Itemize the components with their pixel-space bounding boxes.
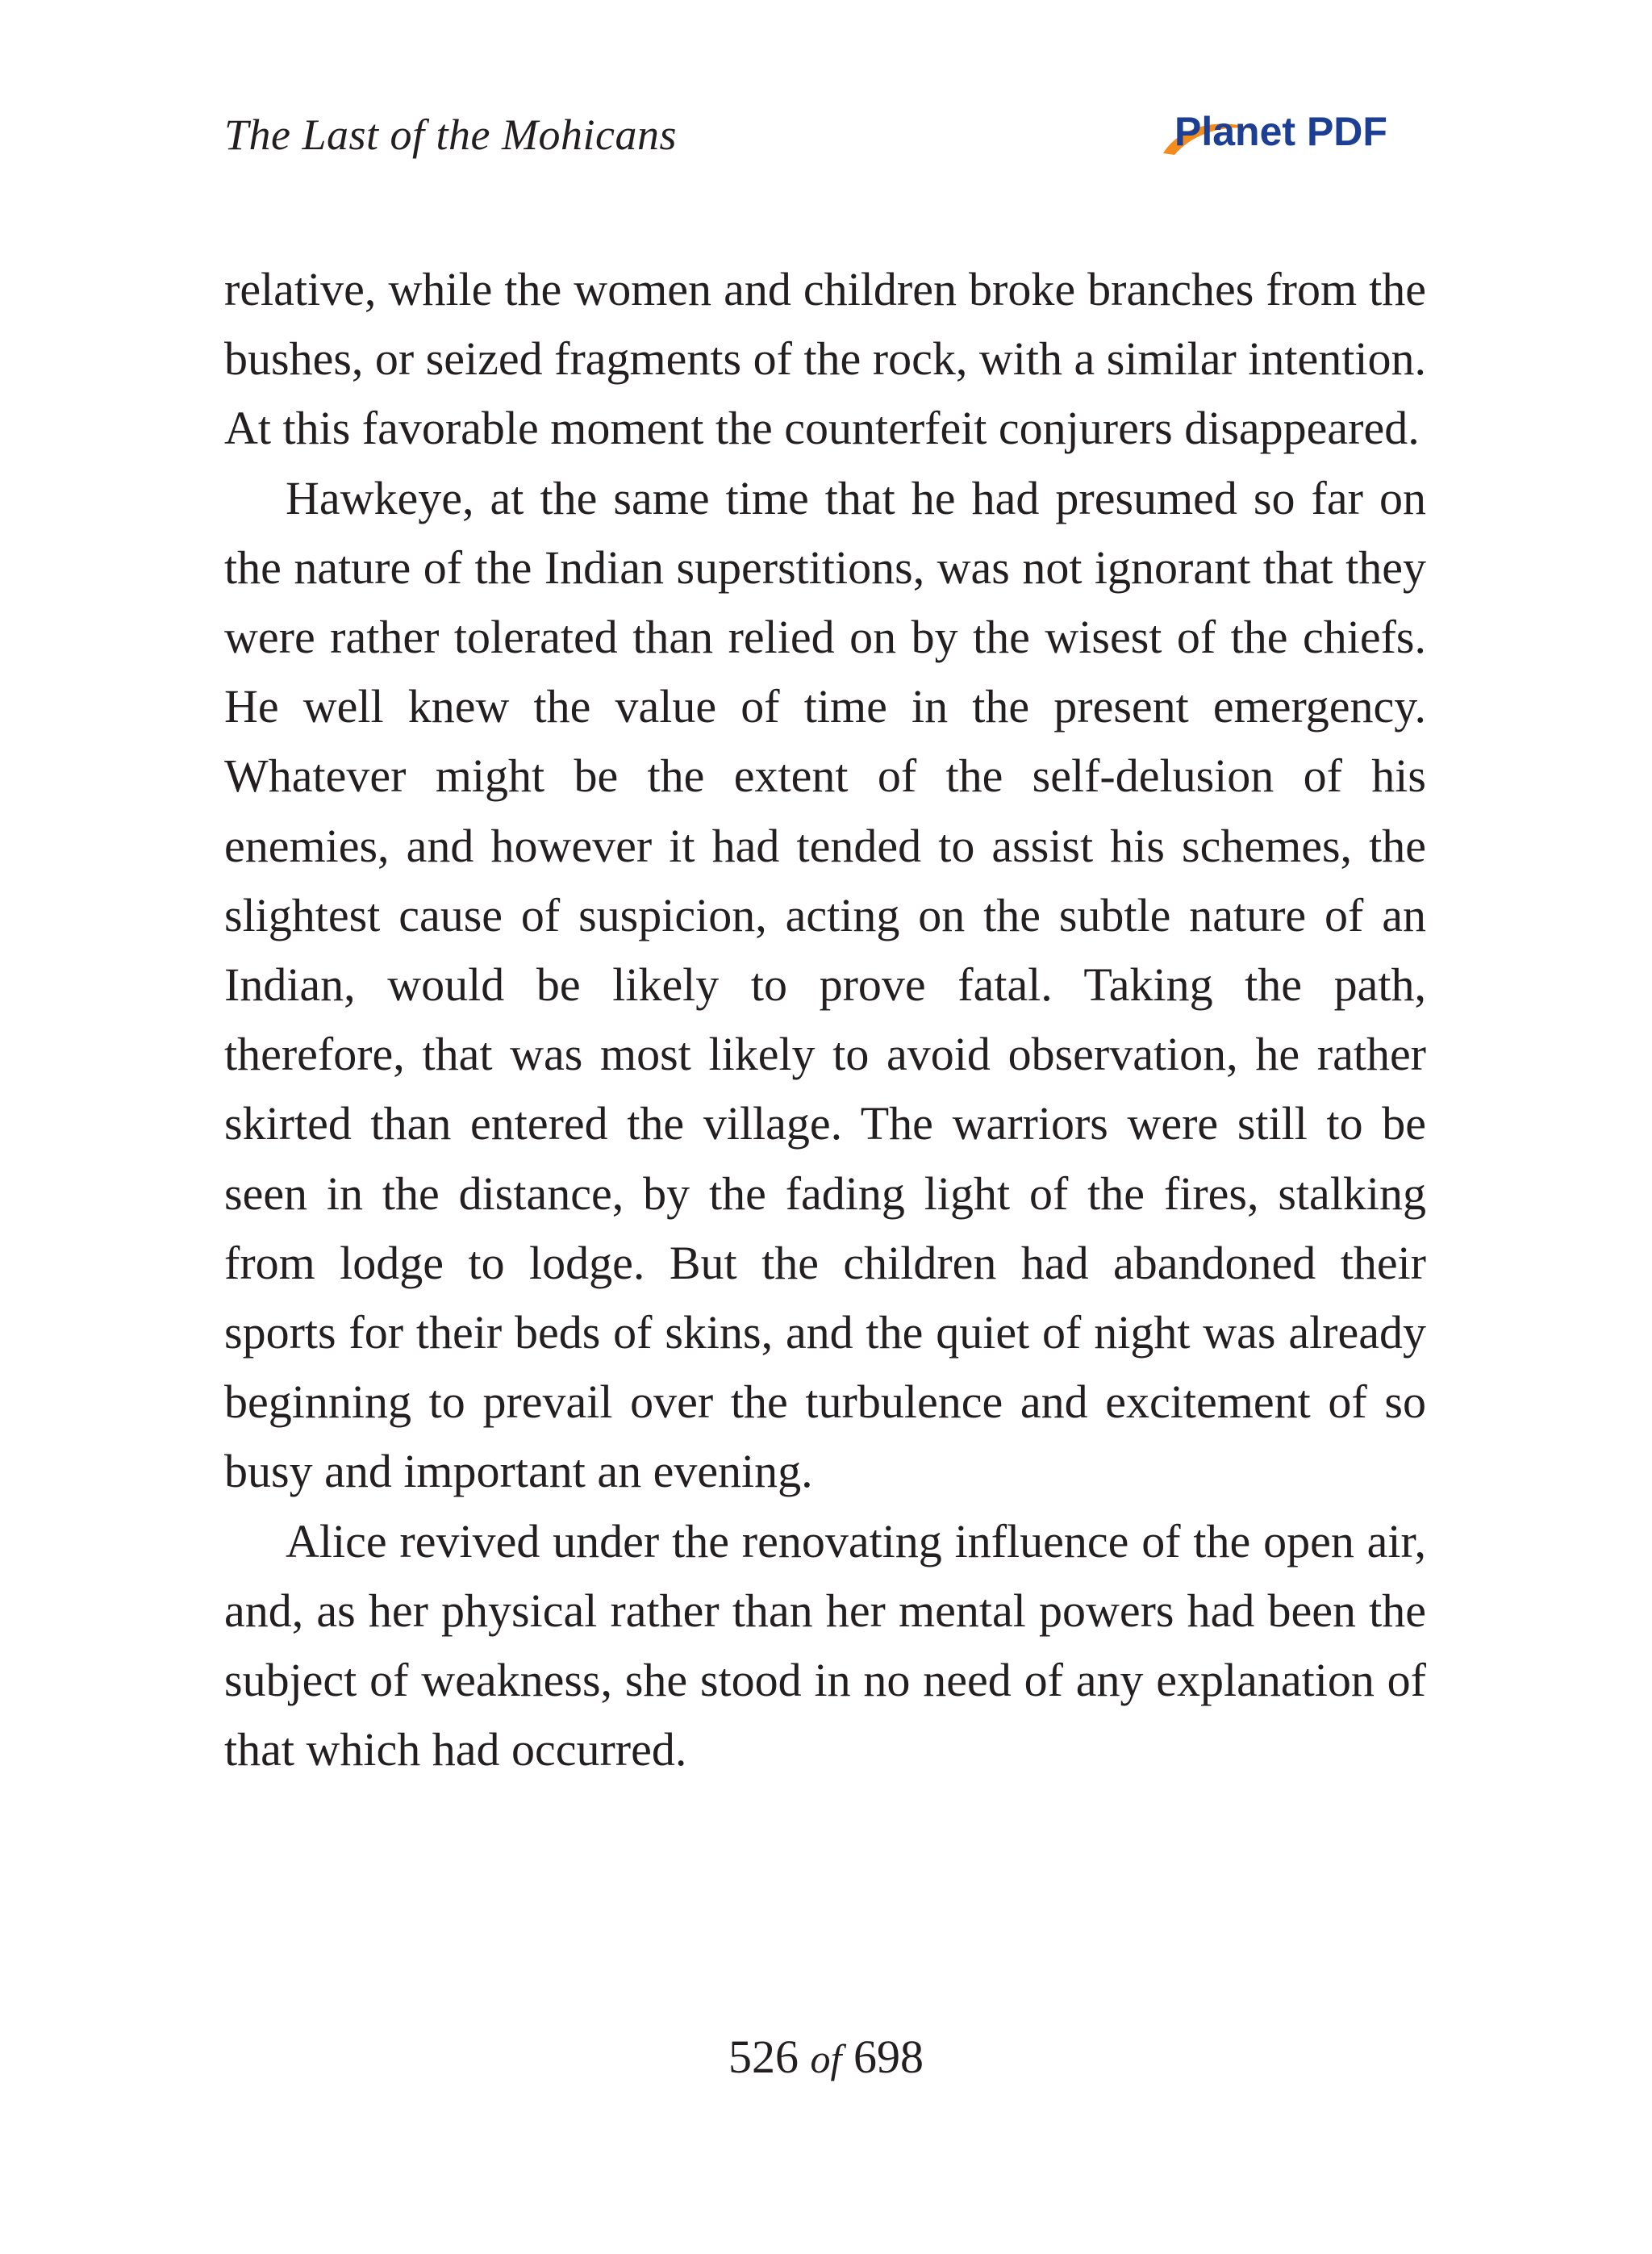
paragraph-alice: Alice revived under the renovating influence of the open air, and, as her physical rather than her mental powers had been the subject of weakness, she stood in no need of any explanation of that which had occurred.	[224, 1514, 1426, 1776]
page-current: 526	[728, 2031, 799, 2083]
paragraph-continuation: relative, while the women and children broke branches from the bushes, or seized fragments of the rock, with a similar intention. At this favorable moment the counterfeit conjurers disappeared.	[224, 263, 1426, 455]
paragraph-hawkeye: Hawkeye, at the same time that he had presumed so far on the nature of the Indian superstitions, was not ignorant that they were rather tolerated than relied on by the wisest of the chiefs. He well knew the value of time in the present emergency. Whatever might be the extent of the self-delusion of his enemies, and however it had tended to assist his schemes, the slightest cause of suspicion, acting on the subtle nature of an Indian, would be likely to prove fatal. Taking the path, therefore, that was most likely to avoid observation, he rather skirted than entered the village. The warriors were still to be seen in the distance, by the fading light of the fires, stalking from lodge to lodge. But the children had abandoned their sports for their beds of skins, and the quiet of night was already beginning to prevail over the turbulence and excitement of so busy and important an evening.	[224, 471, 1426, 1498]
page-of: of	[810, 2036, 842, 2081]
page-number	[0, 2029, 1652, 2087]
planet-pdf-logo	[1158, 97, 1425, 169]
page-total: 698	[853, 2031, 924, 2083]
body-text	[224, 255, 1426, 1784]
svg-text:Planet PDF: Planet PDF	[1174, 109, 1387, 154]
planet-pdf-logo-icon	[1158, 97, 1425, 169]
running-head-title: The Last of the Mohicans	[224, 111, 677, 159]
